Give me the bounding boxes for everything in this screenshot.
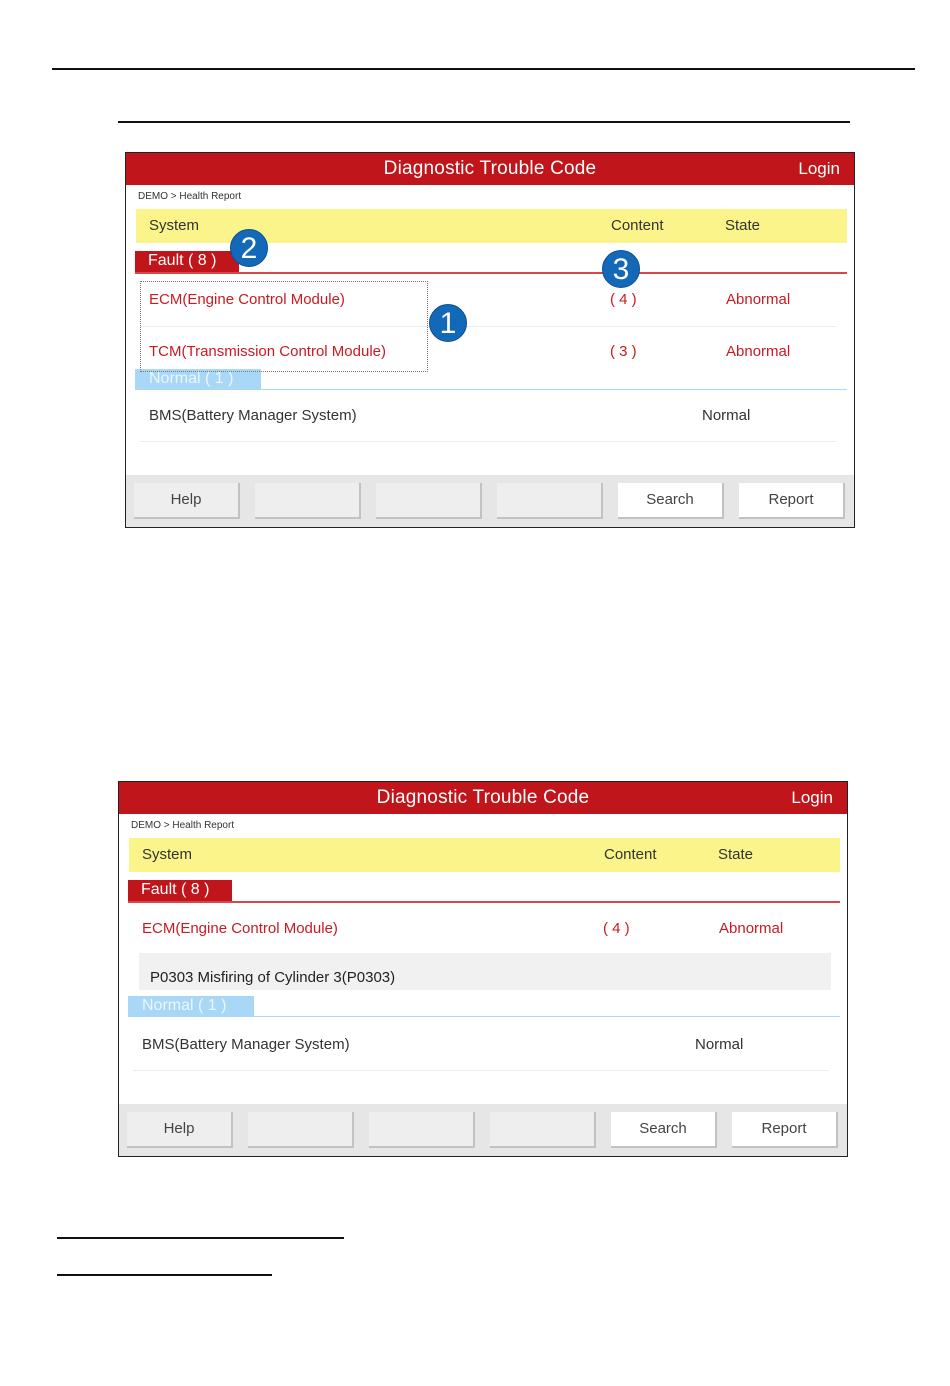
search-button[interactable]: Search [618, 483, 724, 519]
blank-button[interactable] [369, 1112, 475, 1148]
table-row-content[interactable]: ( 3 ) [610, 343, 637, 360]
normal-tab[interactable]: Normal ( 1 ) [135, 369, 261, 389]
fault-divider [128, 901, 840, 903]
fault-tab[interactable]: Fault ( 8 ) [128, 880, 232, 902]
normal-divider [128, 1016, 840, 1017]
blank-button[interactable] [255, 483, 361, 519]
breadcrumb: DEMO > Health Report [131, 820, 235, 831]
table-row-system[interactable]: ECM(Engine Control Module) [142, 920, 338, 937]
section-rule [118, 121, 850, 123]
title-bar [119, 782, 847, 814]
footer-rule-2 [57, 1274, 272, 1276]
table-row-state: Abnormal [726, 291, 791, 308]
callout-marker-1: 1 [429, 304, 467, 342]
footer-rule-1 [57, 1237, 344, 1239]
header-state: State [718, 846, 754, 863]
page-title: Diagnostic Trouble Code [383, 158, 597, 179]
fault-divider [135, 272, 847, 274]
table-header [129, 838, 840, 872]
row-separator [140, 441, 836, 442]
page-title: Diagnostic Trouble Code [376, 787, 590, 808]
screenshot-health-report-expanded [118, 781, 848, 1157]
report-button[interactable]: Report [739, 483, 845, 519]
blank-button[interactable] [490, 1112, 596, 1148]
report-button[interactable]: Report [732, 1112, 838, 1148]
blank-button[interactable] [497, 483, 603, 519]
header-content: Content [611, 217, 664, 234]
header-state: State [725, 217, 761, 234]
header-system: System [149, 217, 200, 234]
table-row-system[interactable]: ECM(Engine Control Module) [149, 291, 345, 308]
header-system: System [142, 846, 193, 863]
help-button[interactable]: Help [127, 1112, 233, 1148]
table-row-state: Abnormal [719, 920, 784, 937]
screenshot-health-report-summary [125, 152, 855, 528]
bottom-toolbar [126, 475, 854, 527]
blank-button[interactable] [376, 483, 482, 519]
table-row-state: Normal [695, 1036, 744, 1053]
bottom-toolbar [119, 1104, 847, 1156]
top-rule [52, 68, 915, 70]
table-row-content[interactable]: ( 4 ) [603, 920, 630, 937]
normal-divider [135, 389, 847, 390]
blank-button[interactable] [248, 1112, 354, 1148]
help-button[interactable]: Help [134, 483, 240, 519]
normal-tab[interactable]: Normal ( 1 ) [128, 996, 254, 1016]
callout-marker-3: 3 [602, 250, 640, 288]
table-row-state: Normal [702, 407, 751, 424]
table-row-system[interactable]: BMS(Battery Manager System) [149, 407, 357, 424]
dtc-detail[interactable]: P0303 Misfiring of Cylinder 3(P0303) [139, 953, 831, 990]
table-row-system[interactable]: BMS(Battery Manager System) [142, 1036, 350, 1053]
login-button[interactable]: Login [798, 159, 840, 178]
fault-tab[interactable]: Fault ( 8 ) [135, 251, 239, 273]
highlight-box [140, 281, 428, 372]
header-content: Content [604, 846, 657, 863]
title-bar [126, 153, 854, 185]
login-button[interactable]: Login [791, 788, 833, 807]
breadcrumb: DEMO > Health Report [138, 191, 242, 202]
callout-marker-2: 2 [230, 229, 268, 267]
search-button[interactable]: Search [611, 1112, 717, 1148]
table-row-system[interactable]: TCM(Transmission Control Module) [149, 343, 386, 360]
table-row-state: Abnormal [726, 343, 791, 360]
table-row-content[interactable]: ( 4 ) [610, 291, 637, 308]
row-separator [133, 1070, 829, 1071]
